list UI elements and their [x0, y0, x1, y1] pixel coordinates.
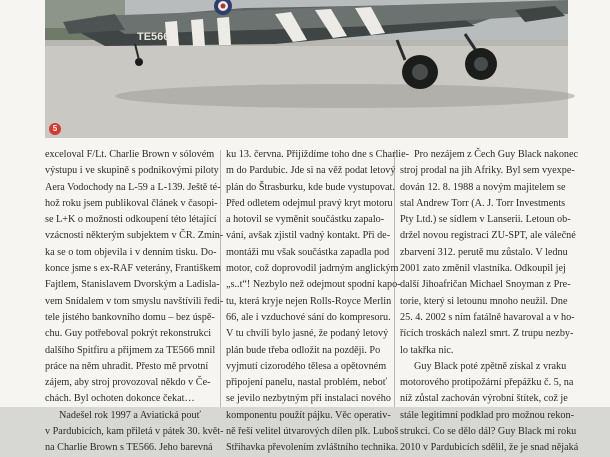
text-line: Aera Vodochody na L-59 a L-139. Ještě té-	[45, 181, 221, 193]
text-line: chu. Guy potřeboval pokrýt rekonstrukci	[45, 328, 212, 340]
text-line: torie, který si letounu mnoho neužil. Dne	[400, 295, 568, 307]
text-line: připojení panelu, nastal problém, neboť	[226, 377, 388, 389]
text-line: konce jsme s ex-RAF veterány, Františkem	[45, 263, 221, 275]
text-line: stále legitimní podklad pro možnou rekon-	[400, 409, 574, 421]
text-line: Střihavka převolením zvláštního technika.	[226, 442, 399, 454]
text-line: komponentu použít pájku. Věc operativ-	[226, 409, 391, 421]
text-line: tele jistého bankovního domu – bez úspě-	[45, 311, 215, 323]
text-line: stroj prodal na jih Afriky. Byl sem vyexpe-	[400, 165, 575, 177]
text-line: níž zůstal zachován výrobní štítek, což je	[400, 393, 568, 405]
text-line: V tu chvíli bylo jasné, že podaný letový	[226, 328, 389, 340]
text-line: 66, ale i vzduchové sání do kompresoru.	[226, 311, 391, 323]
text-line: zbarvení 312. perutě mu zůstalo. V lednu	[400, 246, 568, 258]
text-line: vzácnosti některým subjektem v ČR. Zmín-	[45, 230, 224, 242]
aircraft-photo	[45, 0, 568, 138]
text-line: v Pardubicích, kam přiletá v pátek 30. květ-	[45, 426, 224, 438]
text-line: Guy Black poté zpětně získal z vraku	[414, 360, 567, 372]
article-column-3	[400, 147, 579, 454]
text-line: plán do Štrasburku, kde bude vystupovat.	[226, 181, 395, 193]
figure-number-badge: 5	[49, 123, 61, 135]
text-line: dován 12. 8. 1988 a novým majitelem se	[400, 181, 566, 193]
text-line: další Jihoafričan Michael Snoyman z Pre-	[400, 279, 571, 291]
text-line: stal Andrew Torr (A. J. Torr Investments	[400, 197, 566, 209]
text-line: exceloval F/Lt. Charlie Brown v sólovém	[45, 149, 215, 160]
text-line: „s..t“! Nezbylo než odejmout spodní kapo-	[226, 279, 401, 291]
text-line: dalšího Spitfiru a přijmem za TE566 mnil	[45, 344, 216, 356]
article-column-2	[226, 147, 410, 454]
text-line: tu, která kryje nejen Rolls-Royce Merlin	[226, 295, 392, 307]
text-line: řících troskách nalezl smrt. Z trupu nezby-	[400, 328, 574, 340]
text-line: montáži mu však součástka zapadla pod	[226, 246, 390, 258]
text-line: 2001 zato změnil vlastníka. Odkoupil jej	[400, 263, 566, 275]
text-line: se jevilo nezbytným při instalaci nového	[226, 393, 391, 405]
text-line: Pro nezájem z Čech Guy Black nakonec	[414, 149, 579, 160]
text-line: se L+K o možnosti odkoupení této létající	[45, 214, 217, 226]
text-line: m do Pardubic. Jde si na věž podat letový	[226, 165, 396, 177]
text-line: lo takřka nic.	[400, 344, 454, 356]
text-line: Před odletem odejmul pravý kryt motoru	[226, 197, 393, 209]
text-line: vání, avšak zjistil vadný kontakt. Při de-	[226, 230, 391, 242]
text-line: strukci. Co se dělo dál? Guy Black mi roku	[400, 426, 577, 438]
text-line: vyjmutí cizorodého tělesa a opětovném	[226, 360, 387, 372]
text-line: chách. Byl ochoten dokonce čekat…	[45, 393, 195, 405]
text-line: hož roku jsem publikoval článek v časopi-	[45, 197, 218, 209]
text-line: práce na něm uhradit. Přesto mě prvotní	[45, 360, 209, 372]
text-line: Pty Ltd.) se sídlem v Lanserii. Letoun ob-	[400, 214, 571, 226]
article-column-1	[45, 147, 224, 454]
text-line: 2010 v Pardubicích sdělil, že je snad nějaká	[400, 442, 579, 454]
text-line: 25. 4. 2002 s ním fatálně havaroval a v ho-	[400, 311, 575, 323]
text-line: výstupu i ve skupině s podnikovými piloty	[45, 165, 219, 177]
text-line: motor, což doprovodil jadrným anglickým	[226, 263, 399, 275]
text-line: držel novou registraci ZU-SPT, ale válečné	[400, 230, 576, 242]
text-line: na Charlie Brown s TE566. Jeho barevná	[45, 442, 213, 454]
text-line: Fajtlem, Stanislavem Dvorským a Ladisla-	[45, 279, 220, 291]
text-line: ka se o tom objevila i v denním tisku. Do-	[45, 246, 217, 258]
text-line: zájem, aby stroj provozoval někdo v Če-	[45, 377, 211, 389]
svg-text:TE566: TE566	[137, 31, 170, 43]
text-line: motorového protipožární přepážku č. 5, na	[400, 377, 574, 389]
spitfire-illustration	[45, 0, 568, 138]
text-line: a hotovil se vyměnit součástku zapalo-	[226, 214, 385, 226]
text-line: plán bude třeba odložit na později. Po	[226, 344, 381, 356]
text-line: ku 13. června. Přijíždíme toho dne s Charlie-	[226, 149, 410, 160]
text-line: ně řeší velitel útvarových dílen plk. Luboš	[226, 426, 399, 438]
text-line: Nadešel rok 1997 a Aviatická pouť	[59, 409, 201, 421]
text-line: vem Snídalem v tom smyslu navštívili ředi-	[45, 295, 224, 307]
